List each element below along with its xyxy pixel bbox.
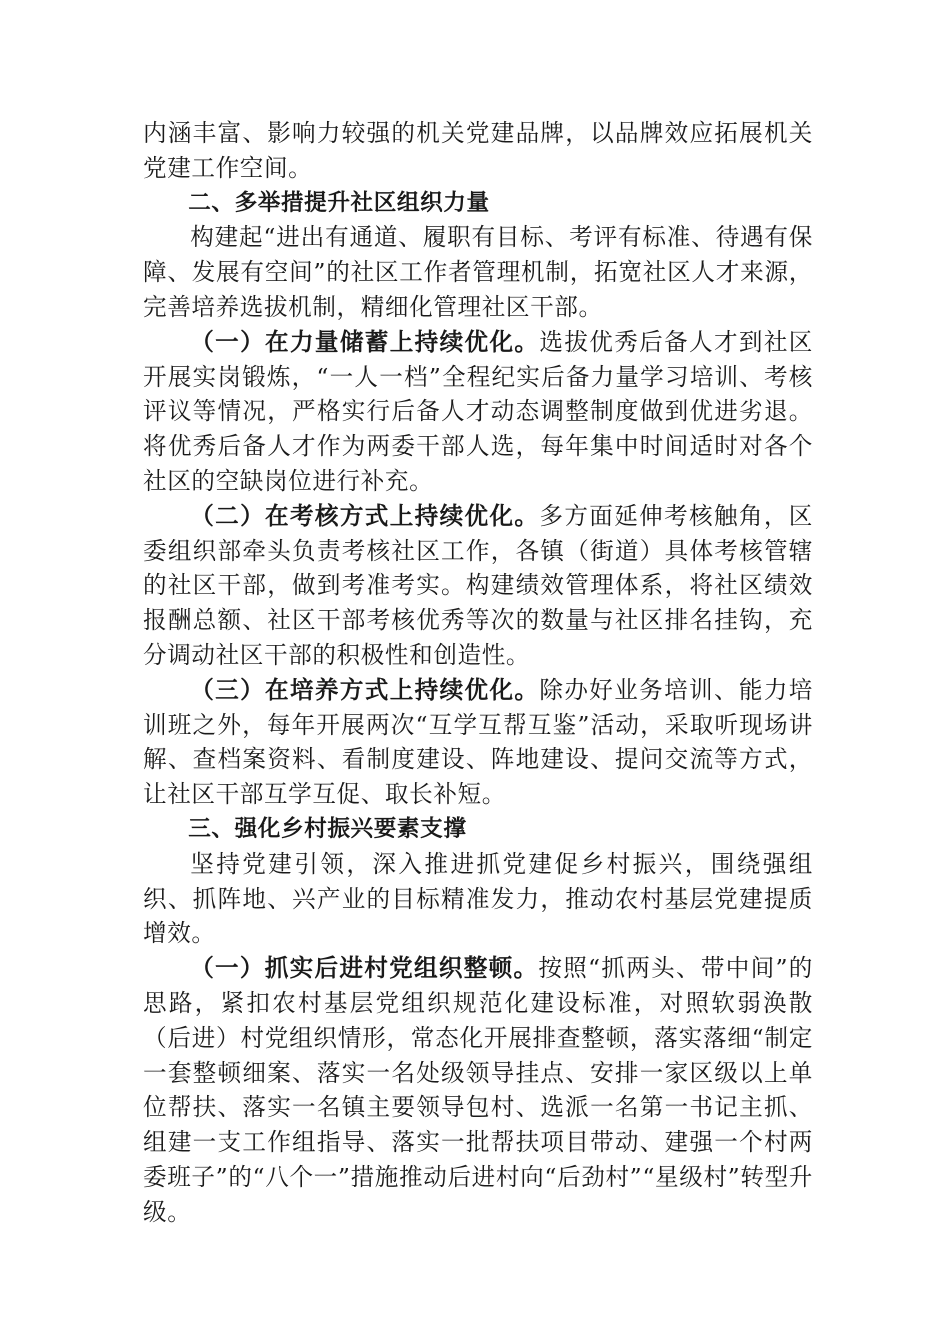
paragraph-community-intro: 构建起“进出有通道、履职有目标、考评有标准、待遇有保障、发展有空间”的社区工作者管理机制，拓宽社区人才来源，完善培养选拔机制，精细化管理社区干部。 bbox=[143, 223, 813, 321]
paragraph-assessment-body: 多方面延伸考核触角，区委组织部牵头负责考核社区工作，各镇（街道）具体考核管辖的社区干部，做到考准考实。构建绩效管理体系，将社区绩效报酬总额、社区干部考核优秀等次的数量与社区排名挂钩，充分调动社区干部的积极性和创造性。 bbox=[143, 501, 813, 669]
document-page bbox=[143, 116, 813, 1230]
paragraph-brand: 内涵丰富、影响力较强的机关党建品牌，以品牌效应拓展机关党建工作空间。 bbox=[143, 119, 813, 182]
paragraph-training bbox=[143, 673, 813, 812]
section-heading-community: 二、多举措提升社区组织力量 bbox=[188, 189, 490, 216]
paragraph-rural-intro: 坚持党建引领，深入推进抓党建促乡村振兴，围绕强组织、抓阵地、兴产业的目标精准发力，推动农村基层党建提质增效。 bbox=[143, 849, 813, 948]
paragraph-assessment bbox=[143, 499, 813, 673]
paragraph-rectification bbox=[143, 951, 813, 1229]
subheading-training: （三）在培养方式上持续优化。 bbox=[190, 675, 540, 704]
section-heading-rural: 三、强化乡村振兴要素支撑 bbox=[188, 815, 467, 842]
paragraph-training-body: 除办好业务培训、能力培训班之外，每年开展两次“互学互帮互鉴”活动，采取听现场讲解、查档案资料、看制度建设、阵地建设、提问交流等方式，让社区干部互学互促、取长补短。 bbox=[143, 675, 813, 809]
paragraph-rectification-body: 按照“抓两头、带中间”的思路，紧扣农村基层党组织规范化建设标准，对照软弱涣散（后进）村党组织情形，常态化开展排查整顿，落实落细“制定一套整顿细案、落实一名处级领导挂点、安排一家区级以上单位帮扶、落实一名镇主要领导包村、选派一名第一书记主抓、组建一支工作组指导、落实一批帮扶项目带动、建强一个村两委班子”的“八个一”措施推动后进村向“后劲村”“星级村”转型升级。 bbox=[143, 954, 813, 1226]
paragraph-reserve bbox=[143, 325, 813, 499]
subheading-reserve: （一）在力量储蓄上持续优化。 bbox=[190, 327, 540, 356]
subheading-assessment: （二）在考核方式上持续优化。 bbox=[190, 501, 540, 530]
subheading-rectification: （一）抓实后进村党组织整顿。 bbox=[190, 954, 539, 983]
paragraph-reserve-body: 选拔优秀后备人才到社区开展实岗锻炼，“一人一档”全程纪实后备力量学习培训、考核评议等情况，严格实行后备人才动态调整制度做到优进劣退。将优秀后备人才作为两委干部人选，每年集中时间适时对各个社区的空缺岗位进行补充。 bbox=[143, 327, 813, 495]
